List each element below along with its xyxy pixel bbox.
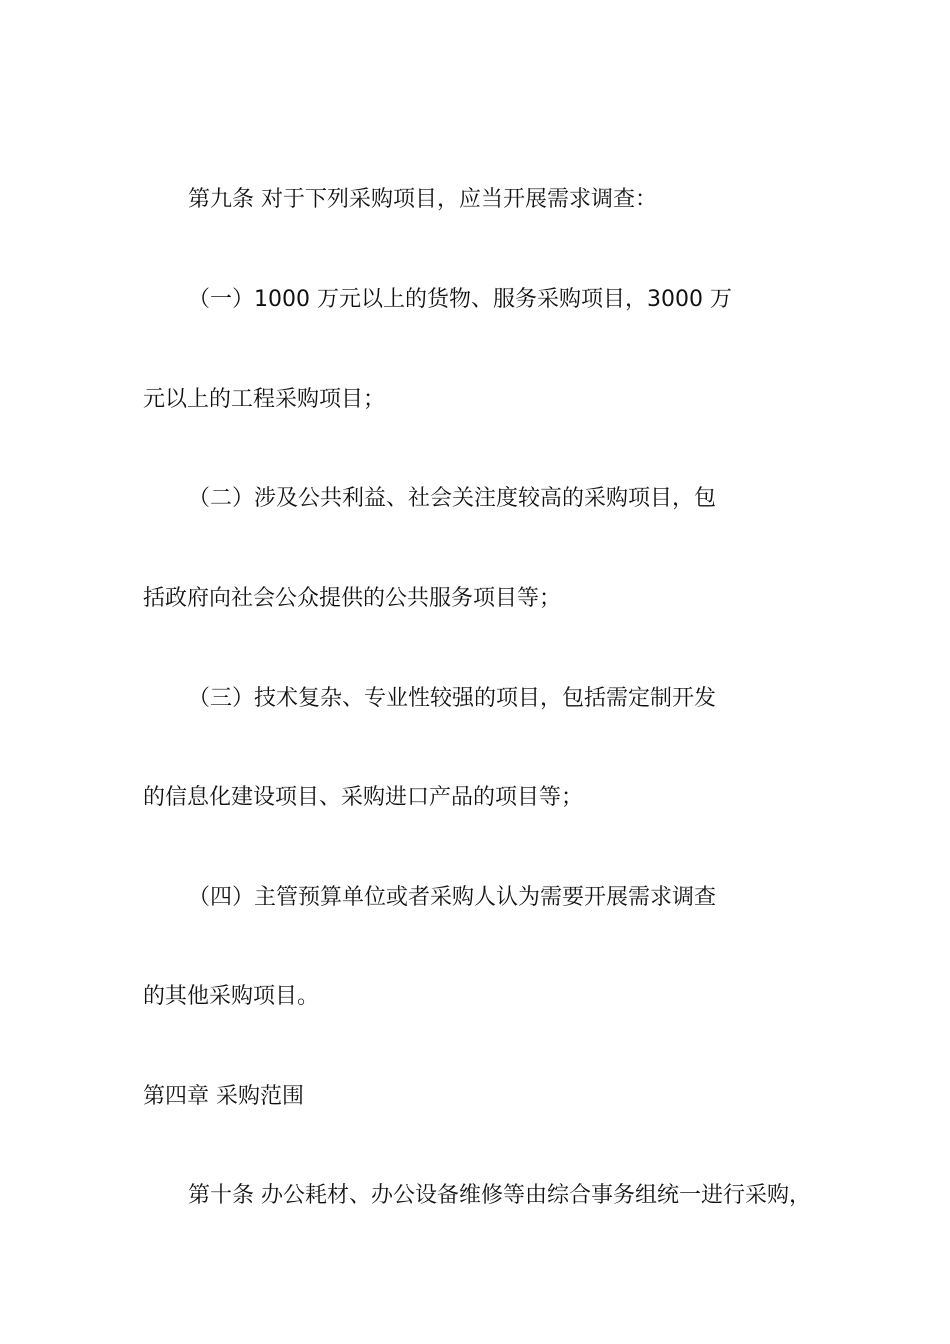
article-9-item-4-line-1: （四）主管预算单位或者采购人认为需要开展需求调查 [188,885,717,910]
article-9-heading: 第九条 对于下列采购项目，应当开展需求调查： [188,187,657,212]
article-9-item-1-line-1: （一）1000 万元以上的货物、服务采购项目，3000 万 [188,287,732,312]
article-9-item-4-line-2: 的其他采购项目。 [143,984,320,1009]
article-9-item-3-line-2: 的信息化建设项目、采购进口产品的项目等； [143,785,584,810]
article-9-item-2-line-2: 括政府向社会公众提供的公共服务项目等； [143,586,562,611]
article-9-item-2-line-1: （二）涉及公共利益、社会关注度较高的采购项目，包 [188,486,717,511]
article-9-item-3-line-1: （三）技术复杂、专业性较强的项目，包括需定制开发 [188,686,717,711]
article-10-heading: 第十条 办公耗材、办公设备维修等由综合事务组统一进行采购， [188,1183,811,1208]
chapter-4-heading: 第四章 采购范围 [143,1084,304,1109]
article-9-item-1-line-2: 元以上的工程采购项目； [143,387,386,412]
